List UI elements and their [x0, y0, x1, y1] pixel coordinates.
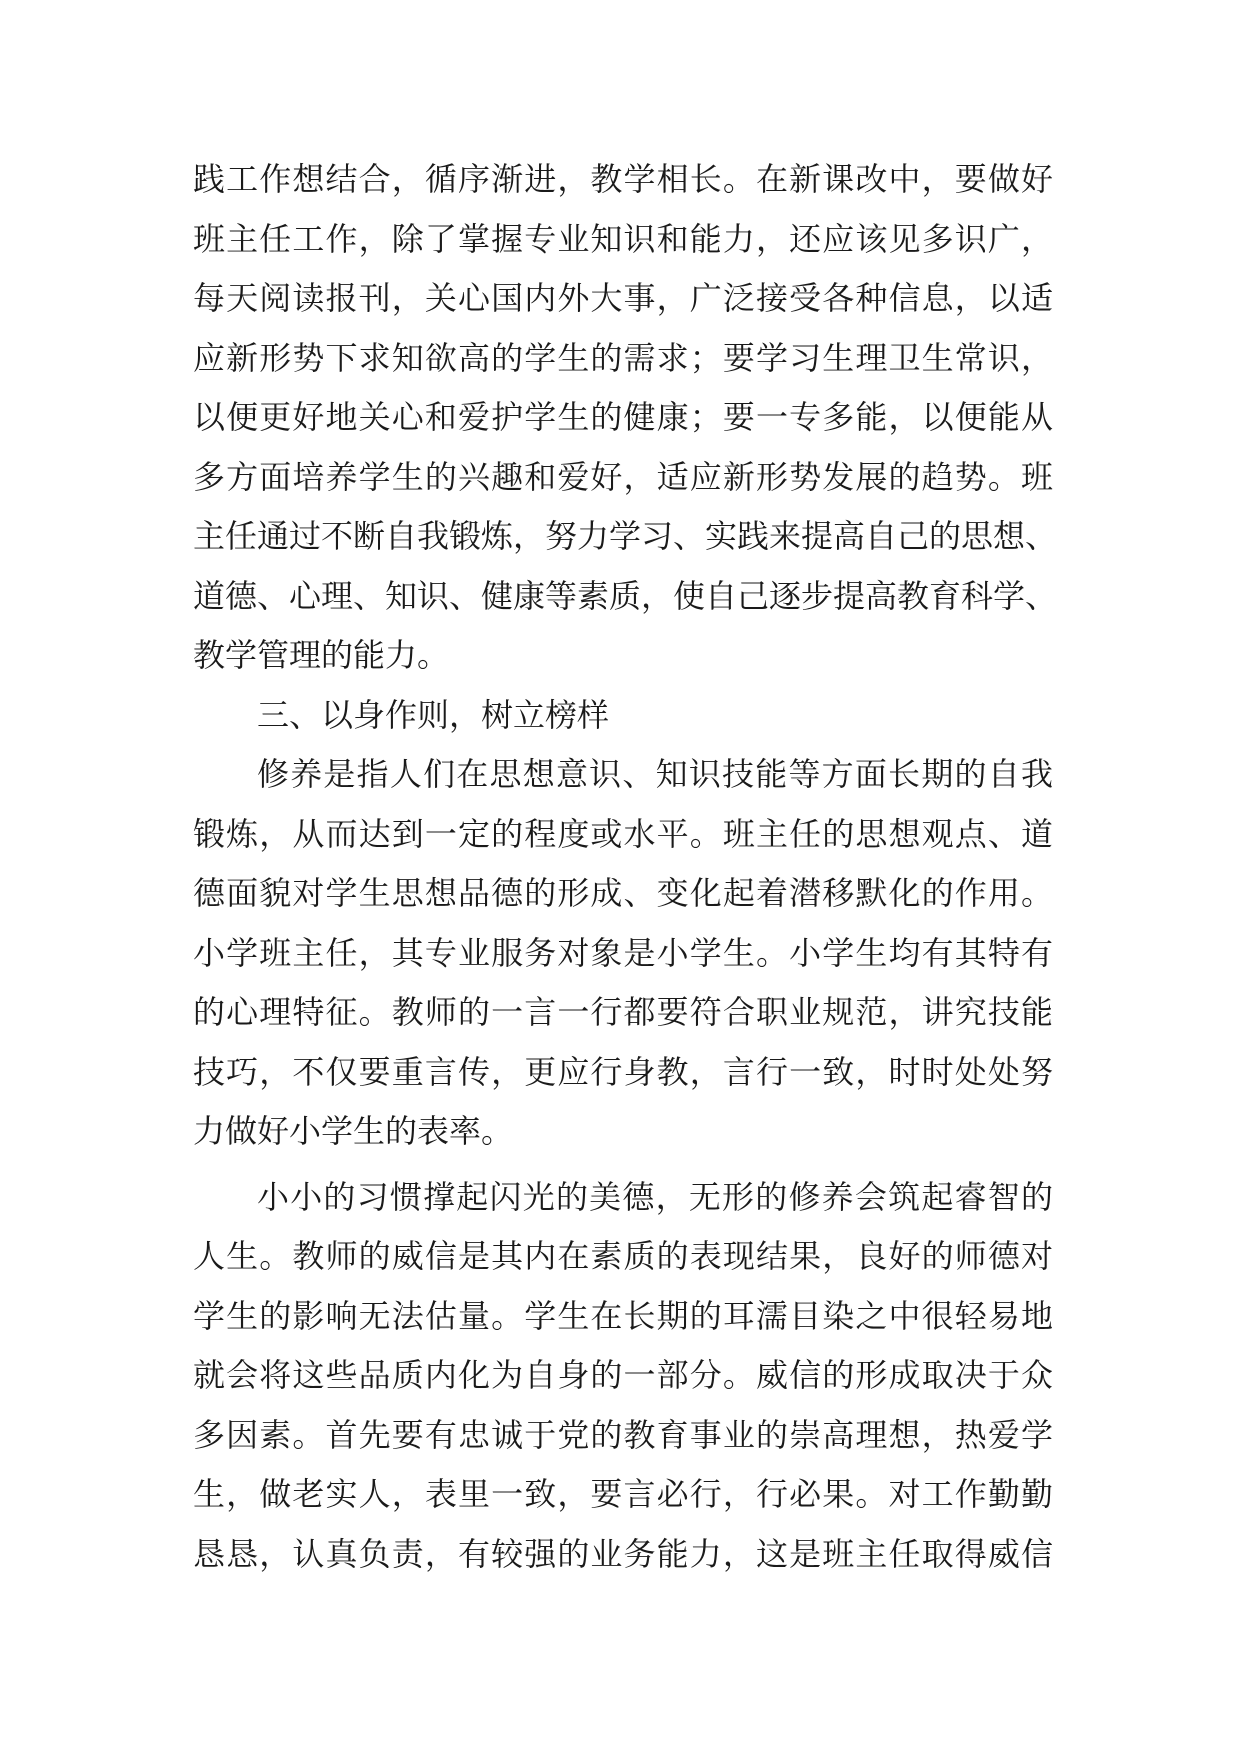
paragraph-line: 锻炼，从而达到一定的程度或水平。班主任的思想观点、道 [193, 814, 1053, 853]
paragraph-line: 恳恳，认真负责，有较强的业务能力，这是班主任取得威信 [193, 1534, 1053, 1573]
paragraph-line: 应新形势下求知欲高的学生的需求；要学习生理卫生常识， [193, 338, 1053, 377]
paragraph-line: 每天阅读报刊，关心国内外大事，广泛接受各种信息，以适 [193, 279, 1053, 317]
paragraph-line: 班主任工作，除了掌握专业知识和能力，还应该见多识广， [193, 219, 1053, 258]
paragraph-line: 小小的习惯撑起闪光的美德，无形的修养会筑起睿智的 [257, 1177, 1053, 1216]
paragraph-line: 教学管理的能力。 [193, 636, 450, 674]
paragraph-line: 多方面培养学生的兴趣和爱好，适应新形势发展的趋势。班 [193, 457, 1053, 496]
paragraph-line: 多因素。首先要有忠诚于党的教育事业的崇高理想，热爱学 [193, 1415, 1053, 1454]
paragraph-line: 道德、心理、知识、健康等素质，使自己逐步提高教育科学、 [193, 576, 1058, 615]
paragraph-line: 修养是指人们在思想意识、知识技能等方面长期的自我 [257, 755, 1053, 793]
paragraph-line: 践工作想结合，循序渐进，教学相长。在新课改中，要做好 [193, 160, 1053, 198]
paragraph-line: 德面貌对学生思想品德的形成、变化起着潜移默化的作用。 [193, 874, 1053, 912]
paragraph-line: 以便更好地关心和爱护学生的健康；要一专多能，以便能从 [193, 398, 1053, 436]
paragraph-line: 的心理特征。教师的一言一行都要符合职业规范，讲究技能 [193, 993, 1053, 1031]
paragraph-line: 人生。教师的威信是其内在素质的表现结果，良好的师德对 [193, 1237, 1053, 1275]
paragraph-line: 就会将这些品质内化为自身的一部分。威信的形成取决于众 [193, 1356, 1053, 1394]
paragraph-line: 力做好小学生的表率。 [193, 1112, 514, 1150]
paragraph-line: 学生的影响无法估量。学生在长期的耳濡目染之中很轻易地 [193, 1296, 1053, 1335]
paragraph-line: 技巧，不仅要重言传，更应行身教，言行一致，时时处处努 [193, 1052, 1053, 1091]
paragraph-line: 生，做老实人，表里一致，要言必行，行必果。对工作勤勤 [193, 1475, 1053, 1513]
document-body [193, 150, 1058, 1584]
paragraph-line: 主任通过不断自我锻炼，努力学习、实践来提高自己的思想、 [193, 517, 1058, 555]
section-heading: 三、以身作则，树立榜样 [257, 695, 610, 734]
paragraph-line: 小学班主任，其专业服务对象是小学生。小学生均有其特有 [193, 933, 1053, 972]
